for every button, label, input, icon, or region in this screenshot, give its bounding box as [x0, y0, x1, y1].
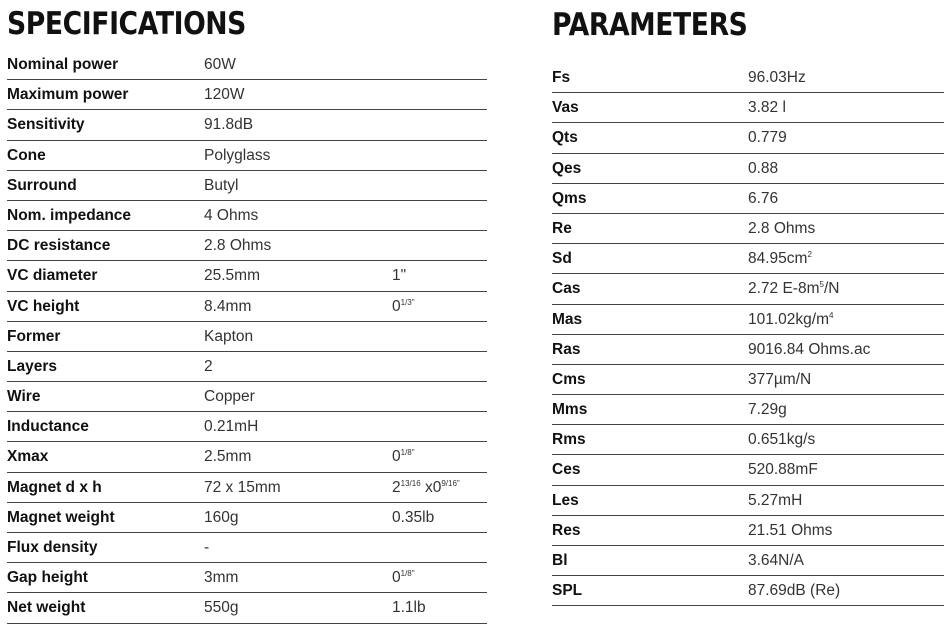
parameter-value	[748, 335, 870, 364]
parameter-value-main: 101.02kg/m	[748, 310, 829, 328]
parameter-row	[552, 154, 944, 184]
spec-label: Surround	[7, 176, 77, 194]
parameter-label: Bl	[552, 552, 568, 569]
spec-value: Copper	[204, 388, 255, 406]
spec-label: Cone	[7, 146, 46, 164]
parameter-row	[552, 335, 944, 365]
parameter-row	[552, 395, 944, 425]
spec-row	[7, 352, 487, 382]
parameter-row	[552, 455, 944, 485]
parameter-value	[748, 63, 806, 92]
parameter-label: Qts	[552, 129, 578, 147]
spec-imperial-main: 0	[392, 448, 401, 466]
spec-value: 4 Ohms	[204, 206, 259, 224]
specifications-table	[7, 50, 487, 624]
parameter-row	[552, 305, 944, 335]
parameter-value-main: 2.8 Ohms	[748, 219, 816, 237]
spec-row	[7, 80, 487, 110]
spec-label: DC resistance	[7, 237, 111, 255]
spec-value: 2.5mm	[204, 448, 252, 466]
parameter-value	[748, 123, 787, 152]
spec-label: Inductance	[7, 418, 89, 436]
parameter-label: Res	[552, 521, 581, 539]
spec-row	[7, 201, 487, 231]
spec-row	[7, 473, 487, 503]
parameter-value	[748, 365, 811, 394]
parameter-row	[552, 184, 944, 214]
parameter-label: Cas	[552, 280, 581, 298]
parameter-value-main: 96.03Hz	[748, 69, 806, 86]
spec-value: 550g	[204, 599, 239, 617]
parameter-value-main: 3.82 l	[748, 99, 786, 117]
spec-row	[7, 412, 487, 442]
spec-imperial-value	[392, 473, 460, 502]
spec-row	[7, 110, 487, 140]
spec-value: -	[204, 539, 210, 556]
parameter-label: Ces	[552, 461, 581, 479]
spec-value: 3mm	[204, 569, 239, 587]
specifications-title: SPECIFICATIONS	[7, 6, 246, 42]
spec-row	[7, 593, 487, 623]
specifications-panel	[7, 0, 487, 617]
spec-imperial-main: 1.1lb	[392, 599, 426, 617]
parameter-label: Cms	[552, 370, 586, 388]
spec-label: Magnet weight	[7, 508, 115, 526]
parameter-row	[552, 576, 944, 606]
spec-value: 120W	[204, 86, 245, 104]
parameter-unit-exponent: 5	[819, 280, 824, 290]
parameter-value	[748, 305, 833, 334]
parameter-label: Re	[552, 219, 572, 237]
parameter-unit-suffix: /N	[823, 280, 840, 298]
parameter-value	[748, 184, 778, 213]
parameter-row	[552, 516, 944, 546]
parameter-value-main: 520.88mF	[748, 461, 818, 479]
spec-row	[7, 171, 487, 201]
parameter-row	[552, 365, 944, 395]
parameter-value	[748, 425, 815, 454]
parameter-value	[748, 93, 786, 122]
parameter-value-main: 377µm/N	[748, 370, 812, 388]
parameter-value	[748, 516, 832, 545]
spec-label: Layers	[7, 357, 57, 375]
spec-label: Wire	[7, 388, 41, 406]
spec-imperial-value	[392, 563, 415, 592]
spec-value: 0.21mH	[204, 418, 259, 436]
spec-imperial-main: 0	[392, 297, 401, 315]
spec-label: Gap height	[7, 569, 88, 587]
parameter-value	[748, 486, 802, 515]
parameter-row	[552, 425, 944, 455]
spec-value: 60W	[204, 56, 236, 73]
parameter-label: SPL	[552, 582, 583, 600]
parameter-value	[748, 214, 815, 243]
spec-imperial-fraction: 1/3"	[400, 297, 415, 307]
spec-label: Flux density	[7, 539, 98, 556]
spec-imperial-main: 2	[392, 478, 401, 496]
spec-row	[7, 533, 487, 563]
parameter-value-main: 2.72 E-8m	[748, 280, 820, 298]
parameter-value-main: 0.651kg/s	[748, 431, 816, 449]
spec-imperial-main: 0	[392, 569, 401, 587]
spec-imperial-fraction: 1/8"	[400, 448, 415, 458]
parameter-unit-exponent: 2	[807, 250, 812, 260]
spec-value: Butyl	[204, 176, 239, 194]
spec-imperial-main: 1"	[392, 267, 407, 285]
parameter-value-main: 7.29g	[748, 401, 787, 419]
parameter-value-main: 21.51 Ohms	[748, 521, 833, 539]
spec-label: VC height	[7, 297, 80, 315]
spec-label: Nominal power	[7, 56, 119, 73]
parameters-table	[552, 63, 944, 606]
parameter-value-main: 84.95cm	[748, 250, 808, 268]
parameter-value-main: 0.88	[748, 159, 779, 177]
spec-imperial-value	[392, 442, 415, 471]
parameters-title: PARAMETERS	[552, 7, 748, 43]
parameter-row	[552, 214, 944, 244]
spec-label: Nom. impedance	[7, 206, 132, 224]
spec-imperial-fraction: 13/16	[400, 478, 421, 488]
spec-value: 25.5mm	[204, 267, 260, 285]
parameter-row	[552, 93, 944, 123]
parameter-label: Les	[552, 491, 579, 509]
spec-value: 2.8 Ohms	[204, 237, 272, 255]
parameter-value-main: 87.69dB (Re)	[748, 582, 841, 600]
spec-imperial-value	[392, 261, 406, 290]
spec-row	[7, 261, 487, 291]
spec-label: Xmax	[7, 448, 49, 466]
spec-imperial-fraction: 9/16"	[441, 478, 460, 488]
spec-imperial-mid: x0	[420, 478, 442, 496]
spec-row	[7, 503, 487, 533]
parameter-row	[552, 486, 944, 516]
spec-label: Former	[7, 327, 61, 345]
spec-row	[7, 50, 487, 80]
spec-value: Polyglass	[204, 146, 271, 164]
parameter-row	[552, 546, 944, 576]
spec-imperial-value	[392, 593, 426, 622]
spec-row	[7, 382, 487, 412]
spec-row	[7, 563, 487, 593]
spec-label: Magnet d x h	[7, 478, 102, 496]
parameter-row	[552, 244, 944, 274]
parameter-value	[748, 154, 778, 183]
parameter-value	[748, 274, 839, 303]
parameters-panel	[552, 0, 944, 600]
parameter-unit-exponent: 4	[829, 310, 834, 320]
parameter-label: Rms	[552, 431, 586, 449]
spec-label: VC diameter	[7, 267, 98, 285]
spec-value: 160g	[204, 508, 239, 526]
parameter-row	[552, 274, 944, 304]
spec-label: Maximum power	[7, 86, 129, 104]
parameter-label: Mms	[552, 401, 588, 419]
spec-imperial-main: 0.35lb	[392, 508, 435, 526]
spec-imperial-value	[392, 503, 434, 532]
spec-value: 8.4mm	[204, 297, 252, 315]
parameter-value	[748, 395, 787, 424]
parameter-row	[552, 63, 944, 93]
parameter-label: Mas	[552, 310, 583, 328]
spec-value: 91.8dB	[204, 116, 254, 134]
parameter-label: Qes	[552, 159, 582, 177]
parameter-label: Ras	[552, 340, 581, 358]
parameter-value-main: 0.779	[748, 129, 787, 147]
spec-row	[7, 292, 487, 322]
spec-value: Kapton	[204, 327, 254, 345]
parameter-label: Sd	[552, 250, 572, 268]
parameter-label: Fs	[552, 69, 571, 86]
parameter-value-main: 6.76	[748, 189, 779, 207]
parameter-label: Vas	[552, 99, 579, 117]
spec-label: Sensitivity	[7, 116, 85, 134]
spec-value: 72 x 15mm	[204, 478, 281, 496]
spec-row	[7, 322, 487, 352]
parameter-value-main: 3.64N/A	[748, 552, 805, 569]
parameter-label: Qms	[552, 189, 587, 207]
parameter-row	[552, 123, 944, 153]
spec-row	[7, 442, 487, 472]
parameter-value-main: 9016.84 Ohms.ac	[748, 340, 871, 358]
parameter-value	[748, 455, 818, 484]
spec-imperial-fraction: 1/8"	[400, 569, 415, 579]
spec-imperial-value	[392, 292, 415, 321]
parameter-value	[748, 576, 840, 605]
spec-row	[7, 141, 487, 171]
spec-value: 2	[204, 357, 213, 375]
parameter-value-main: 5.27mH	[748, 491, 803, 509]
parameter-value	[748, 546, 804, 575]
parameter-value	[748, 244, 812, 273]
spec-row	[7, 231, 487, 261]
spec-label: Net weight	[7, 599, 86, 617]
